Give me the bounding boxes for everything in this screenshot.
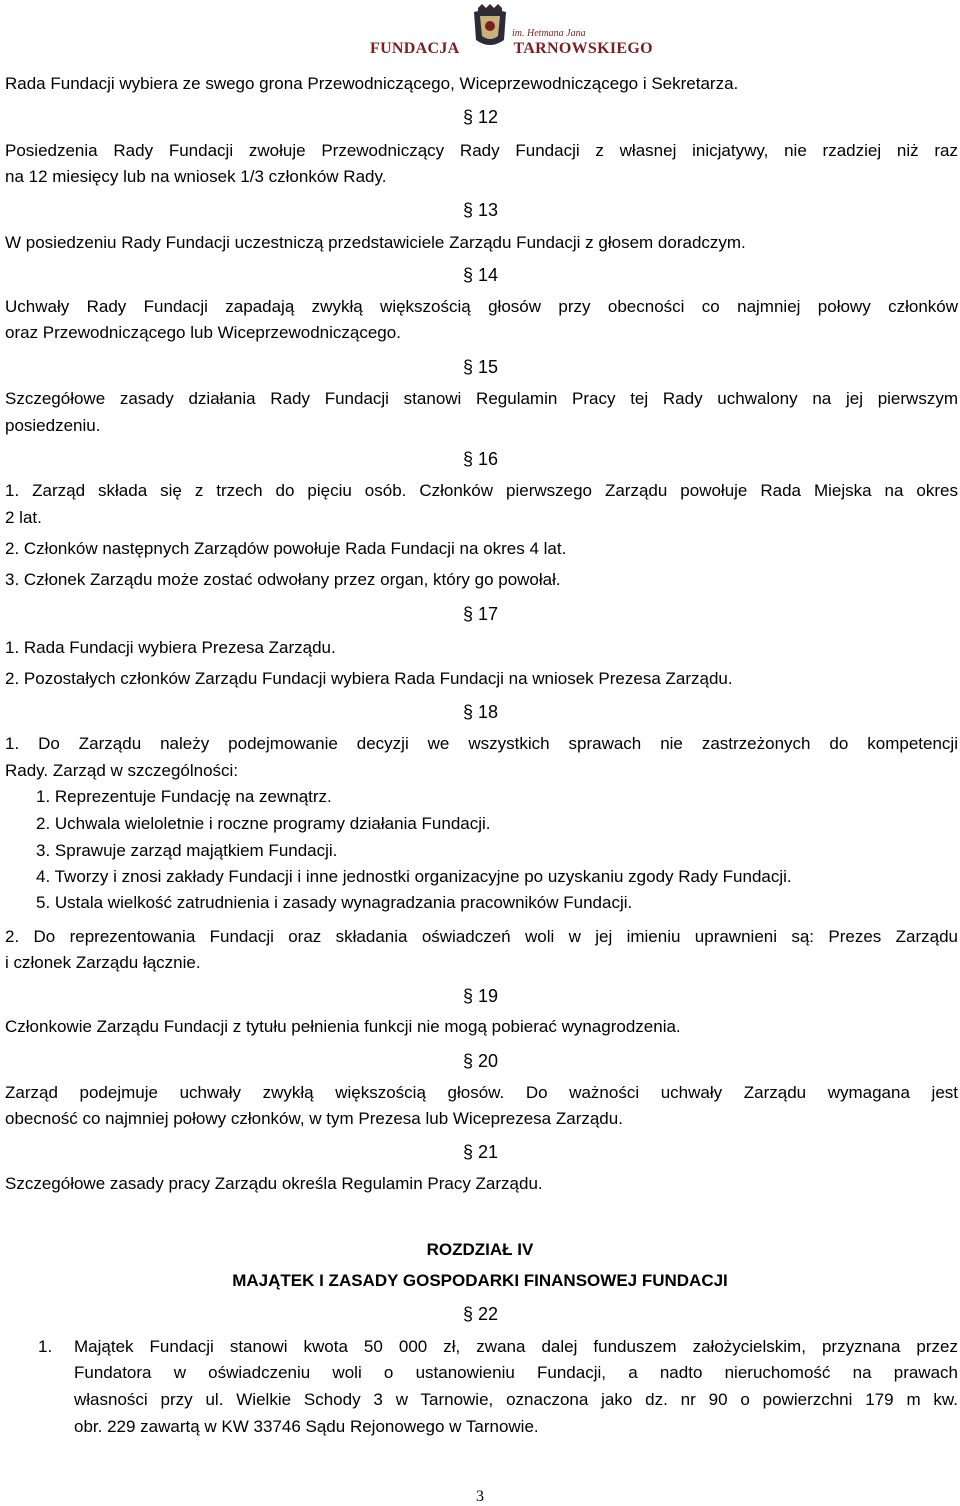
logo-right-text: TARNOWSKIEGO (513, 40, 653, 57)
section-heading-14: § 14 (463, 265, 499, 285)
section-heading-21: § 21 (463, 1142, 499, 1162)
chapter-heading: ROZDZIAŁ IV (426, 1240, 534, 1259)
paragraph-line: na 12 miesięcy lub na wniosek 1/3 członków Rady. (5, 167, 387, 186)
section-heading-13: § 13 (463, 200, 499, 220)
paragraph-line: 1. Zarząd składa się z trzech do pięciu osób. Członków pierwszego Zarządu powołuje Rada Miejska na okres (5, 481, 958, 500)
list-item: 4. Tworzy i znosi zakłady Fundacji i inne jednostki organizacyjne po uzyskaniu zgody Rady Fundacji. (36, 867, 792, 886)
section-heading-20: § 20 (463, 1051, 499, 1071)
paragraph-line: Członkowie Zarządu Fundacji z tytułu pełnienia funkcji nie mogą pobierać wynagrodzenia. (5, 1017, 681, 1036)
paragraph-line: i członek Zarządu łącznie. (5, 953, 201, 972)
logo-wordmark (370, 40, 653, 58)
list-item: 2. Uchwala wieloletnie i roczne programy działania Fundacji. (36, 814, 491, 833)
paragraph-line: Rady. Zarząd w szczególności: (5, 761, 239, 780)
paragraph-line: Rada Fundacji wybiera ze swego grona Przewodniczącego, Wiceprzewodniczącego i Sekretarza. (5, 74, 739, 93)
paragraph-line: 1. Do Zarządu należy podejmowanie decyzji we wszystkich sprawach nie zastrzeżonych do kompetencji (5, 734, 958, 753)
section-heading-16: § 16 (463, 449, 499, 469)
section-heading-19: § 19 (463, 986, 499, 1006)
section-heading-17: § 17 (463, 604, 499, 624)
section-heading-15: § 15 (463, 357, 499, 377)
paragraph-line: 3. Członek Zarządu może zostać odwołany przez organ, który go powołał. (5, 570, 561, 589)
paragraph-line: 2 lat. (5, 508, 42, 527)
list-item: 1. Reprezentuje Fundację na zewnątrz. (36, 787, 332, 806)
paragraph-line: Szczegółowe zasady działania Rady Fundacji stanowi Regulamin Pracy tej Rady uchwalony na jej pierwszym (5, 389, 958, 408)
paragraph-line: Uchwały Rady Fundacji zapadają zwykłą większością głosów przy obecności co najmniej połowy członków (5, 297, 958, 316)
paragraph-line: oraz Przewodniczącego lub Wiceprzewodniczącego. (5, 323, 401, 342)
paragraph-line: Zarząd podejmuje uchwały zwykłą większością głosów. Do ważności uchwały Zarządu wymagana jest (5, 1083, 958, 1102)
paragraph-line: obr. 229 zawartą w KW 33746 Sądu Rejonowego w Tarnowie. (74, 1417, 539, 1436)
paragraph-line: Posiedzenia Rady Fundacji zwołuje Przewodniczący Rady Fundacji z własnej inicjatywy, nie rzadziej niż raz (5, 141, 958, 160)
paragraph-line: posiedzeniu. (5, 416, 101, 435)
paragraph-line: Fundatora w oświadczeniu woli o ustanowieniu Fundacji, a nadto nieruchomość na prawach (74, 1363, 958, 1382)
paragraph-line: 2. Pozostałych członków Zarządu Fundacji wybiera Rada Fundacji na wniosek Prezesa Zarządu. (5, 669, 733, 688)
list-item: 5. Ustala wielkość zatrudnienia i zasady wynagradzania pracowników Fundacji. (36, 893, 633, 912)
paragraph-line: W posiedzeniu Rady Fundacji uczestniczą przedstawiciele Zarządu Fundacji z głosem doradczym. (5, 233, 746, 252)
paragraph-line: własności przy ul. Wielkie Schody 3 w Tarnowie, oznaczona jako dz. nr 90 o powierzchni 179 m kw. (74, 1390, 958, 1409)
paragraph-line: Majątek Fundacji stanowi kwota 50 000 zł, zwana dalej funduszem założycielskim, przyznana przez (74, 1337, 958, 1356)
list-number: 1. (38, 1337, 53, 1356)
list-item: 3. Sprawuje zarząd majątkiem Fundacji. (36, 841, 338, 860)
paragraph-line: 1. Rada Fundacji wybiera Prezesa Zarządu. (5, 638, 336, 657)
section-heading-18: § 18 (463, 702, 499, 722)
paragraph-line: Szczegółowe zasady pracy Zarządu określa Regulamin Pracy Zarządu. (5, 1174, 543, 1193)
logo-left-text: FUNDACJA (370, 40, 460, 57)
paragraph-line: 2. Członków następnych Zarządów powołuje Rada Fundacji na okres 4 lat. (5, 539, 567, 558)
logo-script-text: im. Hetmana Jana (512, 28, 586, 39)
page-number: 3 (476, 1488, 484, 1505)
chapter-title: MAJĄTEK I ZASADY GOSPODARKI FINANSOWEJ FUNDACJI (232, 1271, 728, 1290)
section-heading-12: § 12 (463, 107, 499, 127)
paragraph-line: obecność co najmniej połowy członków, w tym Prezesa lub Wiceprezesa Zarządu. (5, 1109, 623, 1128)
paragraph-line: 2. Do reprezentowania Fundacji oraz składania oświadczeń woli w jej imieniu uprawnieni są: Prezes Zarządu (5, 927, 958, 946)
section-heading-22: § 22 (463, 1304, 499, 1324)
